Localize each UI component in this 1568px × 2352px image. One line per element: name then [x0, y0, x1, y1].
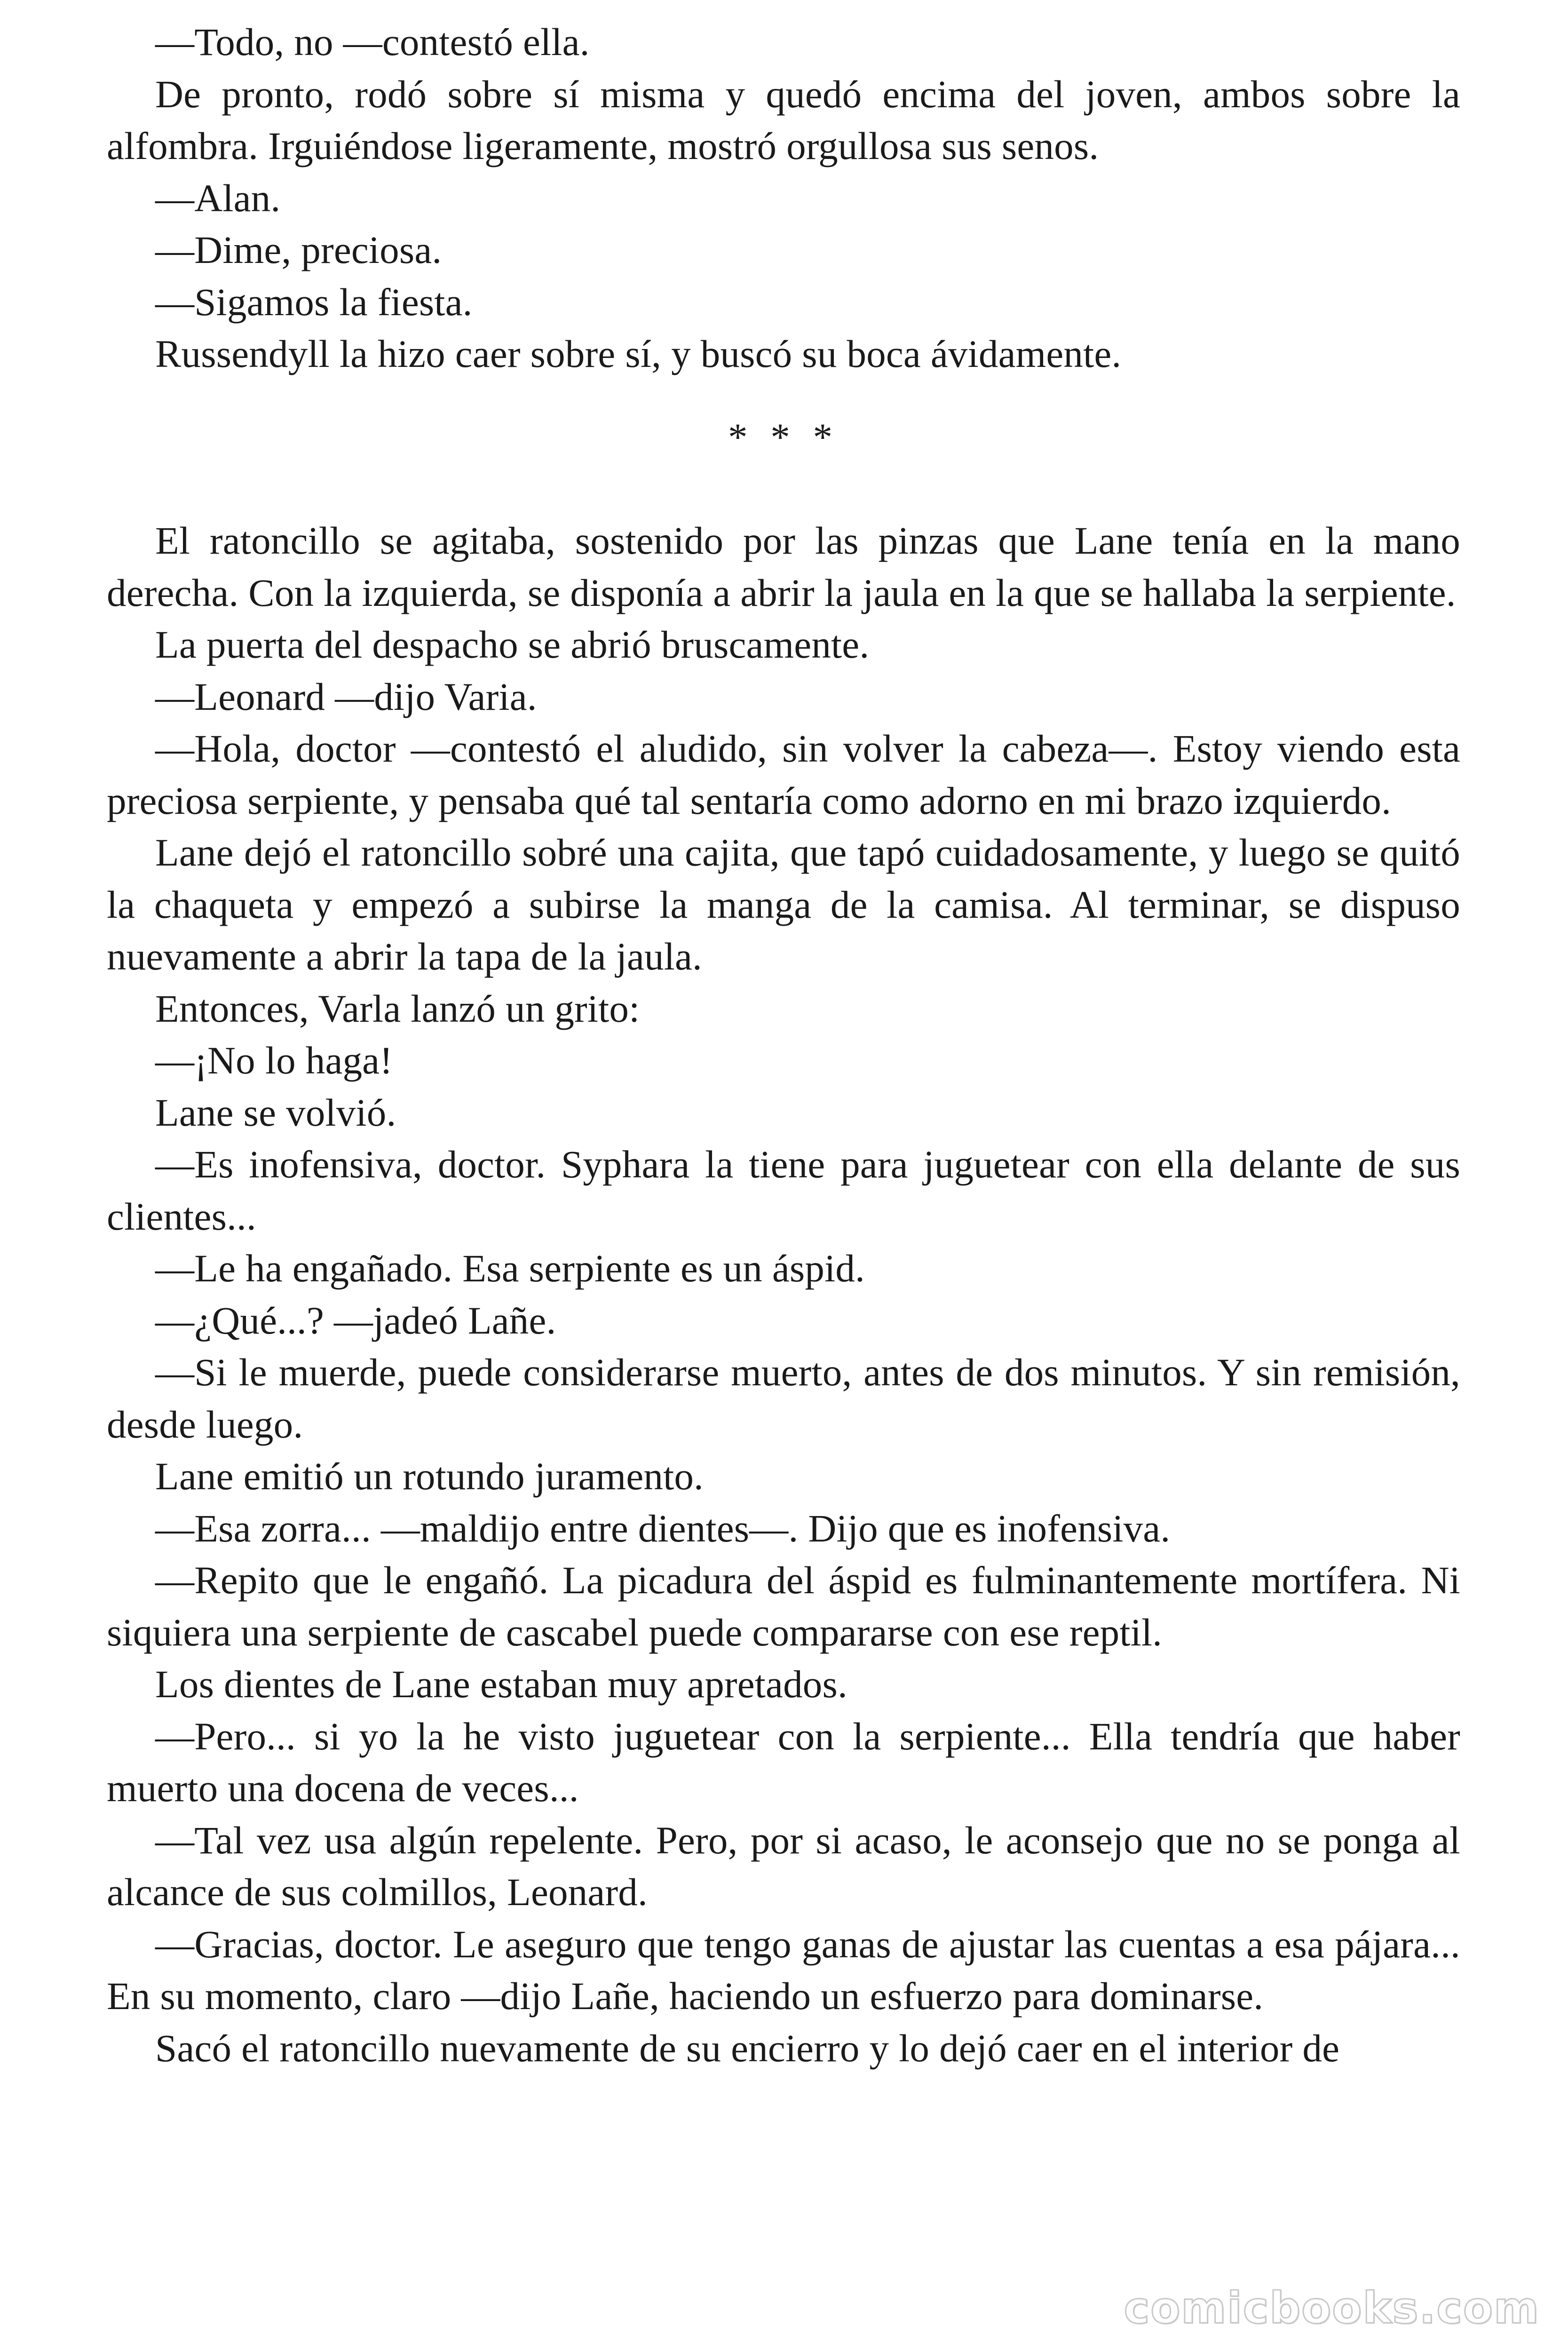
- paragraph: —Gracias, doctor. Le aseguro que tengo ganas de ajustar las cuentas a esa pájara... En su momento, claro —dijo Lañe, haciendo un esfuerzo para dominarse.: [107, 1922, 1460, 2018]
- paragraph: Sacó el ratoncillo nuevamente de su encierro y lo dejó caer en el interior de: [155, 2026, 1340, 2070]
- paragraph: —Repito que le engañó. La picadura del áspid es fulminantemente mortífera. Ni siquiera una serpiente de cascabel puede compararse con ese reptil.: [107, 1558, 1460, 1654]
- paragraph: De pronto, rodó sobre sí misma y quedó encima del joven, ambos sobre la alfombra. Irguiéndose ligeramente, mostró orgullosa sus senos.: [107, 72, 1460, 167]
- paragraph: —Todo, no —contestó ella.: [155, 20, 590, 64]
- paragraph: —Sigamos la fiesta.: [155, 280, 473, 324]
- paragraph: —Tal vez usa algún repelente. Pero, por si acaso, le aconsejo que no se ponga al alcance de sus colmillos, Leonard.: [107, 1818, 1460, 1914]
- paragraph: —Es inofensiva, doctor. Syphara la tiene para juguetear con ella delante de sus clientes...: [107, 1143, 1460, 1238]
- paragraph: —Esa zorra... —maldijo entre dientes—. Dijo que es inofensiva.: [155, 1506, 1171, 1550]
- paragraph: —¿Qué...? —jadeó Lañe.: [155, 1298, 556, 1342]
- paragraph: —Si le muerde, puede considerarse muerto, antes de dos minutos. Y sin remisión, desde luego.: [107, 1351, 1460, 1446]
- paragraph: —Pero... si yo la he visto juguetear con la serpiente... Ella tendría que haber muerto una docena de veces...: [107, 1714, 1460, 1810]
- paragraph: Entonces, Varla lanzó un grito:: [155, 986, 640, 1030]
- paragraph: Los dientes de Lane estaban muy apretados.: [155, 1662, 847, 1706]
- paragraph: Lane dejó el ratoncillo sobré una cajita, que tapó cuidadosamente, y luego se quitó la chaqueta y empezó a subirse la manga de la camisa. Al terminar, se dispuso nuevamente a abrir la tapa de la jaula.: [107, 831, 1460, 978]
- watermark: comicbooks.com: [1124, 2283, 1540, 2333]
- paragraph: —Dime, preciosa.: [155, 228, 442, 271]
- paragraph: Russendyll la hizo caer sobre sí, y buscó su boca ávidamente.: [155, 332, 1122, 375]
- scene-break: * * *: [728, 415, 839, 459]
- paragraph: Lane emitió un rotundo juramento.: [155, 1454, 704, 1498]
- paragraph: La puerta del despacho se abrió bruscamente.: [155, 623, 870, 666]
- paragraph: —¡No lo haga!: [155, 1039, 393, 1082]
- paragraph: —Le ha engañado. Esa serpiente es un áspid.: [155, 1247, 865, 1290]
- paragraph: Lane se volvió.: [155, 1090, 396, 1134]
- paragraph: —Leonard —dijo Varia.: [155, 675, 537, 718]
- paragraph: —Hola, doctor —contestó el aludido, sin volver la cabeza—. Estoy viendo esta preciosa serpiente, y pensaba qué tal sentaría como adorno en mi brazo izquierdo.: [107, 727, 1460, 822]
- paragraph: —Alan.: [155, 176, 281, 220]
- page-text: [107, 16, 1460, 2074]
- paragraph: El ratoncillo se agitaba, sostenido por las pinzas que Lane tenía en la mano derecha. Con la izquierda, se disponía a abrir la jaula en la que se hallaba la serpiente.: [107, 519, 1460, 614]
